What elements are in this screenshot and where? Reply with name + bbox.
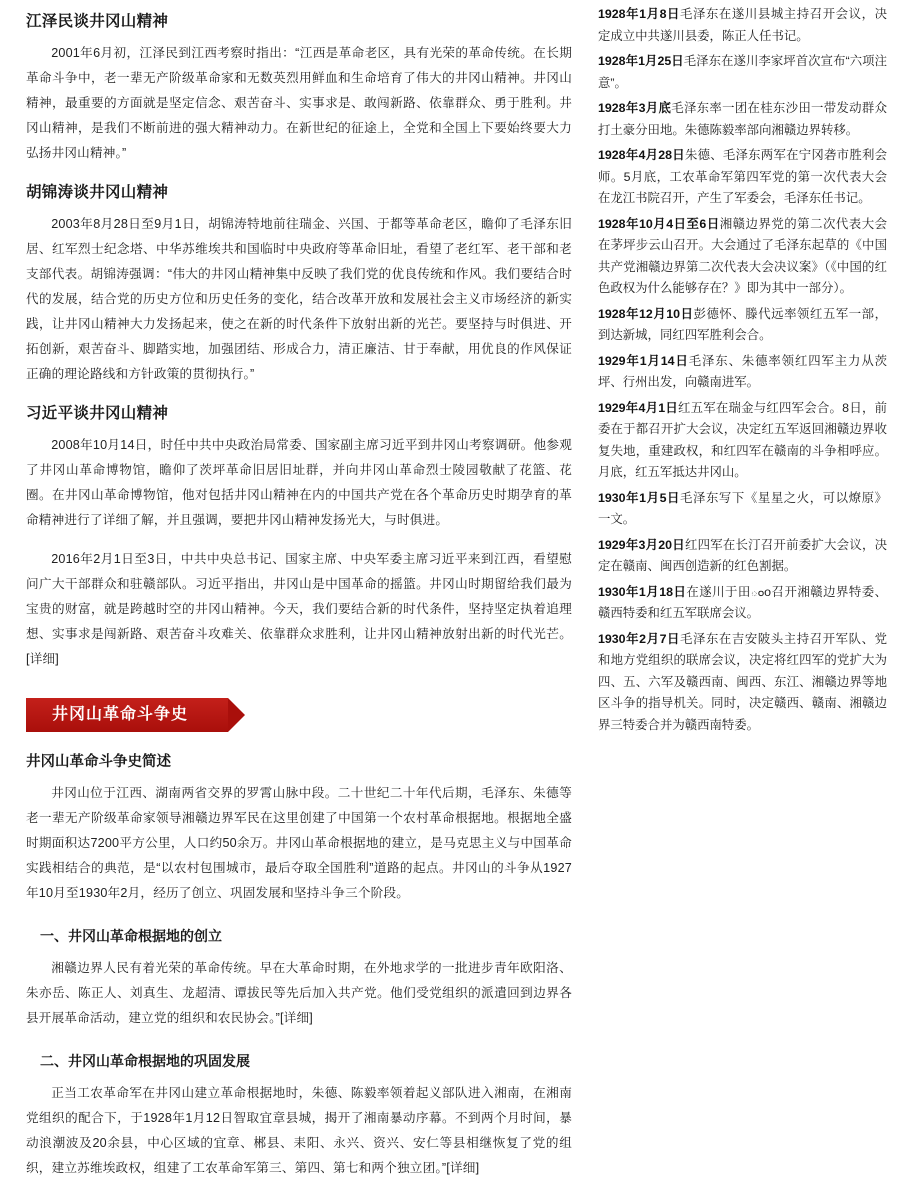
chronology-item — [598, 629, 887, 737]
chronology-item — [598, 304, 887, 347]
section-paragraph-xi-1: 2008年10月14日，时任中共中央政治局常委、国家副主席习近平到井冈山考察调研。他参观了井冈山革命博物馆，瞻仰了茨坪革命旧居旧址群，并向井冈山革命烈士陵园敬献了花篮、花圈。在井冈山革命博物馆，他对包括井冈山精神在内的中国共产党在各个革命历史时期孕育的革命精神进行了详细了解，并且强调，要把井冈山精神发扬光大，与时俱进。 — [26, 438, 572, 527]
chronology-date: 1929年4月1日 — [598, 400, 678, 415]
chronology-item — [598, 398, 887, 484]
chronology-item — [598, 98, 887, 141]
chronology-item — [598, 145, 887, 210]
subsection-heading-1: 一、井冈山革命根据地的创立 — [40, 928, 222, 944]
chronology-text: 彭德怀、滕代远率领红五军一部，到达新城，同红四军胜利会合。 — [598, 306, 888, 342]
subsection-paragraph-1: 湘赣边界人民有着光荣的革命传统。早在大革命时期，在外地求学的一批进步青年欧阳洛、朱亦岳、陈正人、刘真生、龙超清、谭拔民等先后加入共产党。他们受党组织的派遣回到边界各县开展革命活动，建立党的组织和农民协会。”[详细] — [26, 961, 572, 1025]
red-section-banner — [26, 698, 572, 732]
chronology-item — [598, 582, 887, 625]
chronology-date: 1929年3月20日 — [598, 537, 685, 552]
chronology-text: 毛泽东在遂川县城主持召开会议，决定成立中共遂川县委，陈正人任书记。 — [598, 7, 887, 43]
overview-paragraph: 井冈山位于江西、湖南两省交界的罗霄山脉中段。二十世纪二十年代后期，毛泽东、朱德等老一辈无产阶级革命家领导湘赣边界军民在这里创建了中国第一个农村革命根据地。根据地全盛时期面积达7200平方公里，人口约50余万。井冈山革命根据地的建立，是马克思主义与中国革命实践相结合的典范，是“以农村包围城市，最后夺取全国胜利”道路的起点。井冈山的斗争从1927年10月至1930年2月，经历了创立、巩固发展和坚持斗争三个阶段。 — [26, 786, 572, 900]
banner-title: 井冈山革命斗争史 — [26, 698, 228, 732]
chronology-item — [598, 488, 887, 531]
chronology-text: 毛泽东、朱德率领红四军主力从茨坪、行州出发，向赣南进军。 — [598, 353, 887, 389]
chronology-text: 朱德、毛泽东两军在宁冈砻市胜利会师。5月底，工农革命军第四军党的第一次代表大会在龙江书院召开，产生了军委会，毛泽东任书记。 — [598, 148, 887, 205]
chronology-text: 红五军在瑞金与红四军会合。8日，前委在于都召开扩大会议，决定红五军返回湘赣边界收复失地，重建政权，和红四军在赣南的斗争相呼应。月底，红五军抵达井冈山。 — [598, 400, 887, 479]
subsection-heading-2: 二、井冈山革命根据地的巩固发展 — [40, 1053, 250, 1069]
chronology-date: 1930年2月7日 — [598, 631, 681, 646]
chronology-item — [598, 214, 887, 300]
chronology-date: 1928年12月10日 — [598, 306, 694, 321]
section-heading-hu: 胡锦涛谈井冈山精神 — [26, 184, 169, 201]
chronology-date: 1928年4月28日 — [598, 148, 685, 162]
chronology-text: 毛泽东率一团在桂东沙田一带发动群众打土豪分田地。朱德陈毅率部向湘赣边界转移。 — [598, 101, 887, 137]
chronology-text: 红四军在长汀召开前委扩大会议，决定在赣南、闽西创造新的红色割据。 — [598, 537, 887, 573]
subsection-paragraph-2: 正当工农革命军在井冈山建立革命根据地时，朱德、陈毅率领着起义部队进入湘南，在湘南党组织的配合下，于1928年1月12日智取宜章县城，揭开了湘南暴动序幕。不到两个月时间，暴动浪潮波及20余县，中心区域的宜章、郴县、耒阳、永兴、资兴、安仁等县相继恢复了党的组织，建立苏维埃政权，组建了工农革命军第三、第四、第七和两个独立团。”[详细] — [26, 1086, 572, 1175]
chronology-date: 1930年1月18日 — [598, 584, 687, 599]
chronology-item — [598, 4, 887, 47]
chronology-date: 1928年10月4日至6日 — [598, 216, 720, 231]
chronology-date: 1930年1月5日 — [598, 490, 681, 505]
chronology-column — [590, 0, 897, 740]
chronology-text: 毛泽东在吉安陂头主持召开军队、党和地方党组织的联席会议，决定将红四军的党扩大为四、五、六军及赣西南、闽西、东江、湘赣边界等地区斗争的指导机关。同时，决定赣西、赣南、湘赣边界三特委合并为赣西南特委。 — [598, 631, 887, 732]
chronology-text: 毛泽东在遂川李家坪首次宣布“六项注意”。 — [598, 54, 887, 90]
chronology-date: 1929年1月14日 — [598, 353, 689, 368]
section-paragraph-jiang: 2001年6月初，江泽民到江西考察时指出：“江西是革命老区，具有光荣的革命传统。在长期革命斗争中，老一辈无产阶级革命家和无数英烈用鲜血和生命培育了伟大的井冈山精神。井冈山精神，最重要的方面就是坚定信念、艰苦奋斗、实事求是、敢闯新路、依靠群众、勇于胜利。井冈山精神，是我们不断前进的强大精神动力。在新世纪的征途上，全党和全国上下要始终要大力弘扬井冈山精神。” — [26, 46, 572, 160]
section-heading-xi: 习近平谈井冈山精神 — [26, 405, 169, 422]
chronology-date: 1928年3月底 — [598, 101, 672, 115]
chronology-text: 毛泽东写下《星星之火，可以燎原》一文。 — [598, 490, 887, 526]
chronology-date: 1928年1月8日 — [598, 7, 681, 21]
chronology-text: 湘赣边界党的第二次代表大会在茅坪步云山召开。大会通过了毛泽东起草的《中国共产党湘赣边界第二次代表大会决议案》（《中国的红色政权为什么能够存在？》即为其中一部分）。 — [598, 216, 887, 295]
chronology-date: 1928年1月25日 — [598, 54, 684, 68]
section-paragraph-hu: 2003年8月28日至9月1日，胡锦涛特地前往瑞金、兴国、于都等革命老区，瞻仰了毛泽东旧居、红军烈士纪念塔、中华苏维埃共和国临时中央政府等革命旧址，看望了老红军、老干部和老支部代表。胡锦涛强调：“伟大的井冈山精神集中反映了我们党的优良传统和作风。我们要结合时代的发展，结合党的历史方位和历史任务的变化，结合改革开放和发展社会主义市场经济的新实践，让井冈山精神大力发扬起来，使之在新的时代条件下放射出新的光芒。要坚持与时俱进、开拓创新，艰苦奋斗、脚踏实地，加强团结、形成合力，清正廉洁、甘于奉献，用优良的作风保证正确的理论路线和方针政策的贯彻执行。” — [26, 217, 572, 381]
chronology-item — [598, 351, 887, 394]
section-paragraph-xi-2: 2016年2月1日至3日，中共中央总书记、国家主席、中央军委主席习近平来到江西，看望慰问广大干部群众和驻赣部队。习近平指出，井冈山是中国革命的摇篮。井冈山时期留给我们最为宝贵的财富，就是跨越时空的井冈山精神。今天，我们要结合新的时代条件，坚持坚定执着追理想、实事求是闯新路、艰苦奋斗攻难关、依靠群众求胜利，让井冈山精神放射出新的时代光芒。[详细] — [26, 552, 572, 666]
chronology-text: 在遂川于田ంo召开湘赣边界特委、赣西特委和红五军联席会议。 — [598, 584, 887, 620]
overview-heading: 井冈山革命斗争史简述 — [26, 754, 171, 770]
chronology-item — [598, 51, 887, 94]
section-heading-jiang: 江泽民谈井冈山精神 — [26, 13, 169, 30]
chronology-item — [598, 535, 887, 578]
